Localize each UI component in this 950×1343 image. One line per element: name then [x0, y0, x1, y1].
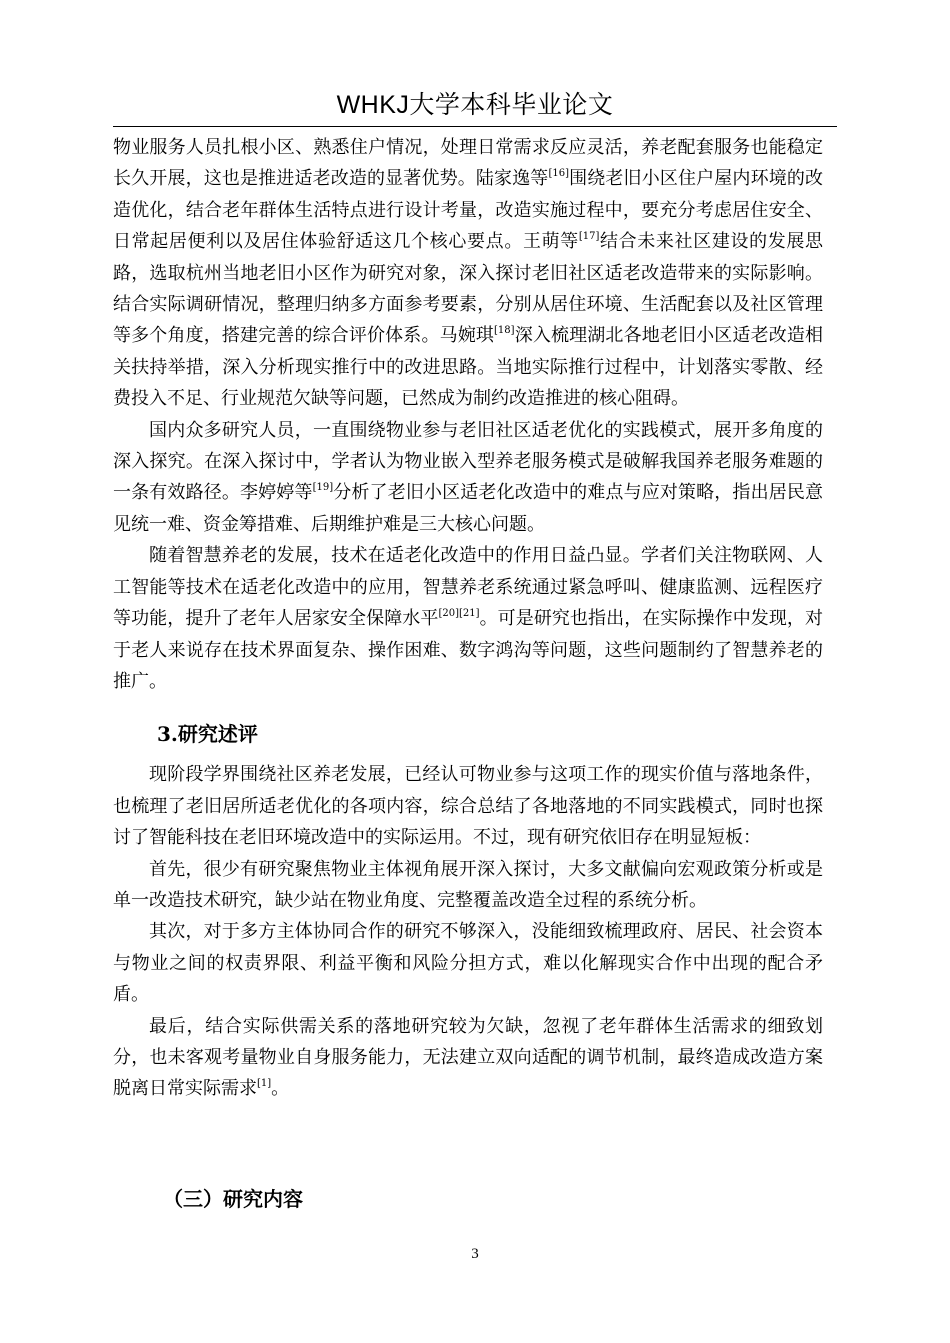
paragraph: [113, 132, 823, 415]
citation-marker: [17]: [578, 231, 600, 243]
citation-marker: [18]: [494, 325, 515, 337]
paragraph: [113, 1011, 823, 1105]
text-run: 首先，很少有研究聚焦物业主体视角展开深入探讨，大多文献偏向宏观政策分析或是单一改造技术研究，缺少站在物业角度、完整覆盖改造全过程的系统分析。: [113, 858, 823, 911]
page-number: 3: [471, 1246, 479, 1262]
text-run: 分析了老旧小区适老化改造中的难点与应对策略，指出居民意见统一难、资金筹措难、后期维护难是三大核心问题。: [113, 482, 824, 535]
text-run: 国内众多研究人员，一直围绕物业参与老旧社区适老优化的实践模式，展开多角度的深入探究。在深入探讨中，学者认为物业嵌入型养老服务模式是破解我国养老服务难题的一条有效路径。李婷婷等: [113, 419, 823, 504]
text-run: 结合未来社区建设的发展思路，选取杭州当地老旧小区作为研究对象，深入探讨老旧社区适老改造带来的实际影响。结合实际调研情况，整理归纳多方面参考要素，分别从居住环境、生活配套以及社区管理等多个角度，搭建完善的综合评价体系。马婉琪: [113, 231, 824, 347]
text-run: 。可是研究也指出，在实际操作中发现，对于老人来说存在技术界面复杂、操作困难、数字鸿沟等问题，这些问题制约了智慧养老的推广。: [113, 608, 824, 692]
text-run: 现阶段学界围绕社区养老发展，已经认可物业参与这项工作的现实价值与落地条件，也梳理了老旧居所适老优化的各项内容，综合总结了各地落地的不同实践模式，同时也探讨了智能科技在老旧环境改造中的实际运用。不过，现有研究依旧存在明显短板：: [113, 764, 823, 849]
text-run: 深入梳理湖北各地老旧小区适老改造相关扶持举措，深入分析现实推行中的改进思路。当地实际推行过程中，计划落实零散、经费投入不足、行业规范欠缺等问题，已然成为制约改造推进的核心阻碍。: [113, 325, 824, 410]
literature-review-paragraphs: [113, 132, 823, 697]
paragraph: [113, 415, 823, 541]
text-run: 。: [271, 1078, 290, 1100]
text-run: 其次，对于多方主体协同合作的研究不够深入，没能细致梳理政府、居民、社会资本与物业之间的权责界限、利益平衡和风险分担方式，难以化解现实合作中出现的配合矛盾。: [113, 921, 823, 1006]
paragraph: [113, 916, 823, 1010]
citation-marker: [19]: [312, 482, 334, 494]
subheading-research-review: 3.研究述评: [157, 722, 258, 747]
research-review-paragraphs: [113, 759, 823, 1104]
body-text: [113, 132, 823, 1105]
paragraph: [113, 854, 823, 917]
text-run: 最后，结合实际供需关系的落地研究较为欠缺，忽视了老年群体生活需求的细致划分，也未客观考量物业自身服务能力，无法建立双向适配的调节机制，最终造成改造方案脱离日常实际需求: [113, 1015, 823, 1100]
paragraph: [113, 540, 823, 697]
text-run: 物业服务人员扎根小区、熟悉住户情况，处理日常需求反应灵活，养老配套服务也能稳定长久开展，这也是推进适老改造的显著优势。陆家逸等: [113, 137, 823, 190]
citation-marker: [20][21]: [438, 608, 480, 620]
text-run: 围绕老旧小区住户屋内环境的改造优化，结合老年群体生活特点进行设计考量，改造实施过程中，要充分考虑居住安全、日常起居便利以及居住体验舒适这几个核心要点。王萌等: [113, 168, 823, 253]
citation-marker: [16]: [548, 168, 569, 180]
header-divider: [113, 126, 837, 127]
section-heading-research-content: （三）研究内容: [163, 1187, 303, 1211]
paragraph: [113, 759, 823, 853]
text-run: 随着智慧养老的发展，技术在适老化改造中的作用日益凸显。学者们关注物联网、人工智能等技术在适老化改造中的应用，智慧养老系统通过紧急呼叫、健康监测、远程医疗等功能，提升了老年人居家安全保障水平: [113, 545, 823, 630]
citation-marker: [1]: [257, 1078, 272, 1090]
running-header-title: WHKJ大学本科毕业论文: [336, 91, 614, 119]
